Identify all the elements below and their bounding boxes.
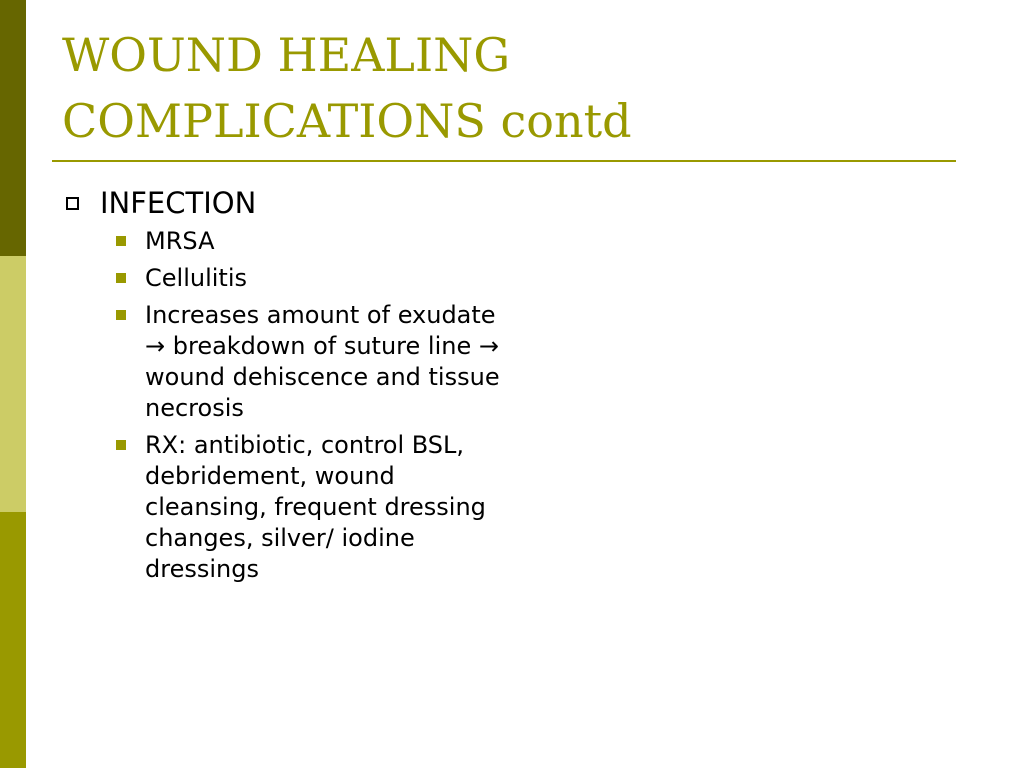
sub-item-text: Cellulitis xyxy=(145,264,247,292)
sub-item-exudate xyxy=(60,300,500,424)
square-bullet-icon xyxy=(116,236,126,246)
square-bullet-icon xyxy=(116,273,126,283)
square-bullet-icon xyxy=(116,440,126,450)
infection-sub-list xyxy=(60,226,500,585)
bullet-infection xyxy=(60,184,500,222)
sub-item-text: RX: antibiotic, control BSL, debridement, wound cleansing, frequent dressing changes, silver/ iodine dressings xyxy=(145,431,486,583)
sub-item-mrsa xyxy=(60,226,500,257)
hollow-square-bullet-icon xyxy=(66,197,79,210)
title-divider xyxy=(52,160,956,162)
sub-item-text: Increases amount of exudate → breakdown of suture line → wound dehiscence and tissue necrosis xyxy=(145,301,500,422)
slide-title xyxy=(62,22,962,154)
side-bar-middle xyxy=(0,256,26,512)
bullet-infection-label: INFECTION xyxy=(100,186,257,220)
sub-item-cellulitis xyxy=(60,263,500,294)
sub-item-treatment xyxy=(60,430,500,585)
slide-content xyxy=(60,184,500,591)
side-bar-top xyxy=(0,0,26,256)
title-line-2: COMPLICATIONS contd xyxy=(62,94,632,148)
side-bar-bottom xyxy=(0,512,26,768)
sub-item-text: MRSA xyxy=(145,227,215,255)
square-bullet-icon xyxy=(116,310,126,320)
title-line-1: WOUND HEALING xyxy=(62,28,511,82)
